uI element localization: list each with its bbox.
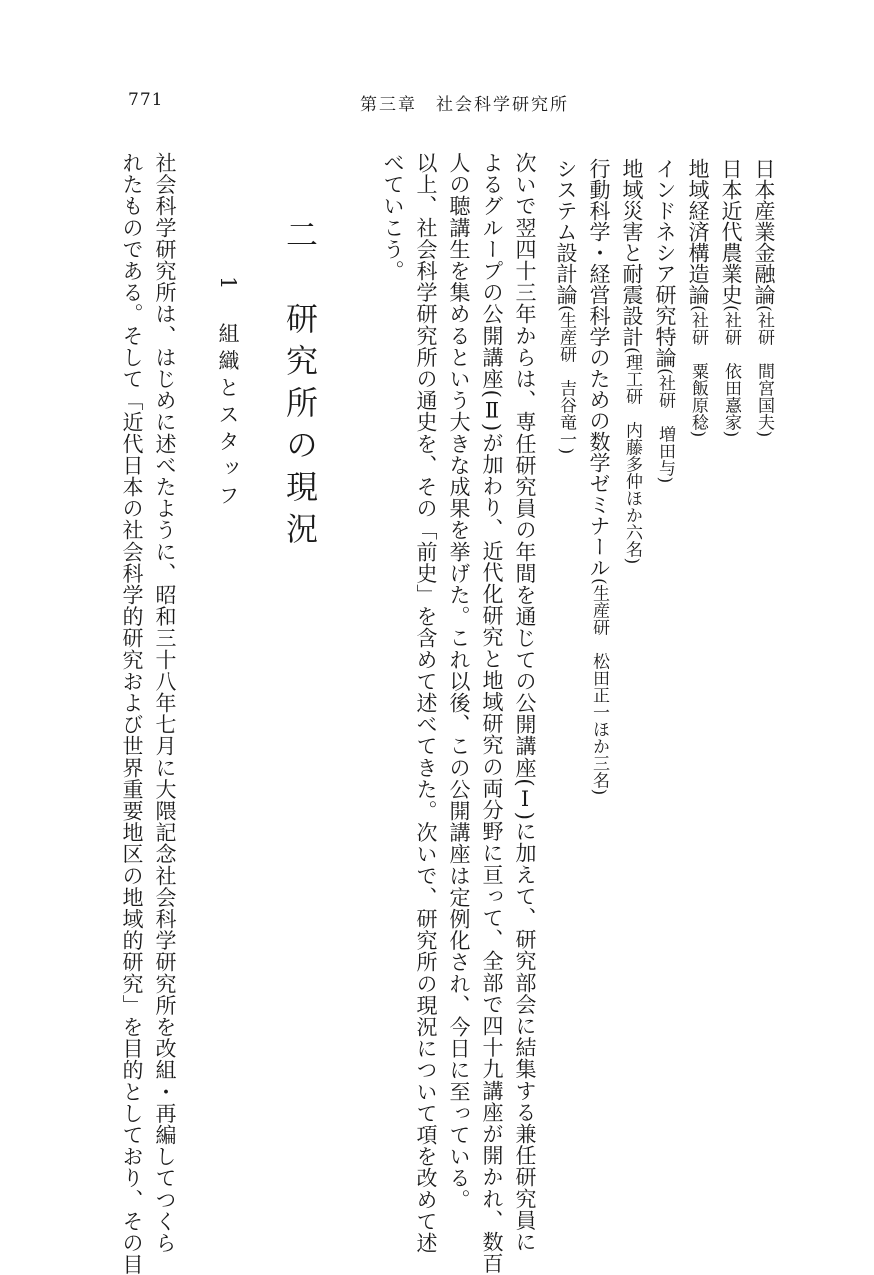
body-text-line: べていこう。	[381, 152, 405, 282]
body-text-line: 社会科学研究所は、はじめに述べたように、昭和三十八年七月に大隈記念社会科学研究所を改組・再編してつくら	[153, 152, 177, 1254]
body-text-line: 次いで翌四十三年からは、専任研究員の年間を通じての公開講座(Ⅰ)に加えて、研究部会に結集する兼任研究員に	[513, 152, 537, 1253]
course-title: 日本産業金融論	[752, 158, 776, 305]
course-note: (理工研 内藤多仲ほか六名)	[622, 347, 642, 565]
course-note: (生産研 松田正一ほか三名)	[589, 578, 609, 796]
course-title: システム設計論	[554, 158, 578, 305]
course-list-item	[748, 158, 774, 437]
course-list-item	[649, 158, 675, 483]
course-title: 日本近代農業史	[719, 158, 743, 305]
body-text-line: れたものである。そして「近代日本の社会科学的研究および世界重要地区の地域的研究」を目的としており、その目	[120, 152, 144, 1275]
body-text-line: 人の聴講生を集めるという大きな成果を挙げた。これ以後、この公開講座は定例化され、今日に至っている。	[447, 152, 471, 1211]
course-title: 地域災害と耐震設計	[620, 158, 644, 347]
body-text-line: 以上、社会科学研究所の通史を、その「前史」を含めて述べてきた。次いで、研究所の現況について項を改めて述	[414, 152, 438, 1254]
course-list-item	[616, 158, 642, 564]
section-heading: 二 研究所の現況	[281, 218, 319, 554]
page-number: 771	[128, 90, 164, 110]
course-note: (社研 間宮国夫)	[754, 305, 774, 438]
subsection-heading: 1 組織とスタッフ	[216, 276, 240, 512]
course-list-item	[550, 158, 576, 454]
course-list-item	[583, 158, 609, 795]
course-note: (生産研 吉谷竜一)	[556, 305, 576, 455]
course-note: (社研 依田憙家)	[721, 305, 741, 438]
running-header: 第三章 社会科学研究所	[360, 95, 569, 115]
course-title: 行動科学・経営科学のための数学ゼミナール	[587, 158, 611, 578]
course-list-item	[715, 158, 741, 437]
course-note: (社研 増田与)	[655, 368, 675, 484]
body-text-line: よるグループの公開講座(Ⅱ)が加わり、近代化研究と地域研究の両分野に亘って、全部で四十九講座が開かれ、数百	[480, 152, 504, 1275]
course-note: (社研 粟飯原稔)	[688, 305, 708, 438]
course-title: 地域経済構造論	[686, 158, 710, 305]
course-title: インドネシア研究特論	[653, 158, 677, 368]
course-list-item	[682, 158, 708, 437]
